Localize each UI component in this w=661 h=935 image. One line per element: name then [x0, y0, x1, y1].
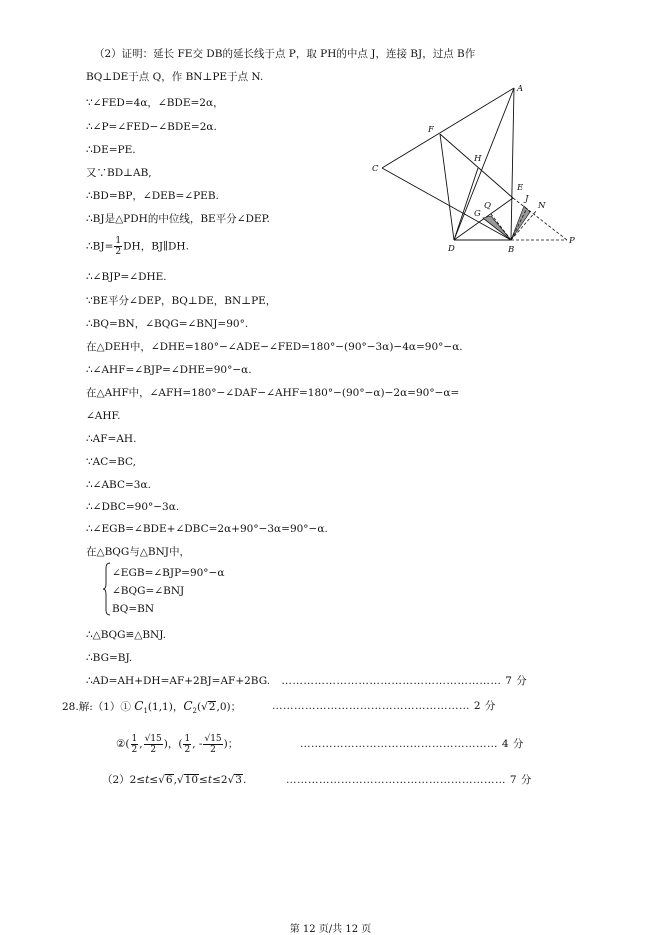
- c2-label: C: [183, 699, 193, 713]
- p2-minus: , -: [192, 738, 203, 750]
- p3-mid2: ,: [173, 774, 177, 786]
- label-N: N: [538, 201, 546, 211]
- score-2: ……………………………………………… 2 分: [272, 700, 496, 712]
- frac-d: [203, 734, 222, 755]
- label-E: E: [517, 183, 524, 193]
- proof-line-3: ∵∠FED=4α，∠BDE=2α，: [86, 97, 224, 109]
- proof-line-1: （2）证明：延长 FE交 DB的延长线于点 P，取 PH的中点 J，连接 BJ，过点 B作: [94, 48, 476, 60]
- system-eq-3: BQ=BN: [112, 603, 155, 615]
- label-D: D: [448, 244, 455, 254]
- proof-line-24: ∴BG=BJ.: [86, 652, 133, 664]
- p3-mid4: ≤2: [212, 774, 228, 786]
- system-eq-2: ∠BQG=∠BNJ: [112, 585, 185, 597]
- proof-line-18: ∵AC=BC,: [86, 456, 137, 468]
- score-7b: …………………………………………………… 7 分: [286, 774, 532, 786]
- half-lead: ∴BJ=: [86, 240, 114, 253]
- p3-sqrt6: 6: [165, 774, 173, 786]
- label-J: J: [525, 194, 529, 204]
- conclusion-text: ∴AD=AH+DH=AF+2BJ=AF+2BG.: [86, 675, 271, 687]
- seg-AD: [454, 88, 514, 240]
- frac-c: [183, 734, 191, 755]
- frac-b-num: √15: [144, 733, 162, 744]
- proof-line-8: ∴BJ是△PDH的中位线，BE平分∠DEP.: [86, 213, 270, 225]
- proof-line-15: 在△AHF中，∠AFH=180°−∠DAF−∠AHF=180°−(90°−α)−2α=90°−α=: [86, 387, 460, 399]
- proof-line-23: ∴△BQG≌△BNJ.: [86, 629, 166, 641]
- proof-line-17: ∴AF=AH.: [86, 433, 137, 445]
- label-B: B: [508, 245, 515, 255]
- proof-line-19: ∴∠ABC=3α.: [86, 479, 151, 491]
- proof-line-22: 在△BQG与△BNJ中，: [86, 546, 190, 558]
- frac-a-num: 1: [131, 733, 138, 744]
- half-denominator: 2: [115, 247, 122, 257]
- c2-pre: (: [196, 701, 202, 713]
- seg-AB: [511, 88, 514, 240]
- proof-line-4: ∴∠P=∠FED−∠BDE=2α.: [86, 121, 217, 133]
- label-H: H: [474, 154, 482, 164]
- p3-end: .: [242, 774, 247, 786]
- proof-line-20: ∴∠DBC=90°−3α.: [86, 501, 180, 513]
- frac-d-den: 2: [210, 744, 216, 755]
- frac-a-den: 2: [131, 744, 138, 755]
- frac-d-num: √15: [204, 733, 222, 744]
- proof-line-14: ∴∠AHF=∠BJP=∠DHE=90°−α.: [86, 364, 252, 376]
- proof-line-21: ∴∠EGB=∠BDE+∠DBC=2α+90°−3α=90°−α.: [86, 523, 328, 535]
- proof-line-12: ∴BQ=BN，∠BQG=∠BNJ=90°.: [86, 318, 249, 330]
- p3-t1: t: [145, 774, 150, 786]
- c2-post: ,0)；: [216, 701, 242, 713]
- p2-mid: )，(: [163, 738, 183, 750]
- p3-mid1: ≤: [149, 774, 159, 786]
- p2-tail: )；: [223, 738, 239, 750]
- proof-line-10: ∴∠BJP=∠DHE.: [86, 271, 167, 283]
- proof-line-13: 在△DEH中，∠DHE=180°−∠ADE−∠FED=180°−(90°−3α)−4α=90°−α.: [86, 341, 463, 353]
- proof-line-2: BQ⊥DE于点 Q，作 BN⊥PE于点 N.: [86, 71, 264, 83]
- label-A: A: [517, 84, 524, 94]
- proof-line-5: ∴DE=PE.: [86, 144, 136, 156]
- q28-part3: （2）2≤t≤√6,√10≤t≤2√3.: [102, 774, 247, 786]
- frac-a: [131, 734, 139, 755]
- seg-DH: [454, 168, 478, 240]
- seg-FE: [440, 134, 513, 198]
- q28-part2: [116, 730, 238, 758]
- seg-AC: [382, 88, 514, 168]
- proof-line-9: [86, 236, 189, 257]
- proof-line-11: ∵BE平分∠DEP，BQ⊥DE，BN⊥PE，: [86, 295, 277, 307]
- q28-part1: 28.解:（1）① $C_1(1,1)$，$C_2(√2,0)$；: [62, 699, 242, 716]
- system-eq-1: ∠EGB=∠BJP=90°−α: [112, 567, 225, 579]
- c1-coord: (1,1): [147, 701, 173, 713]
- half-tail: DH，BJ∥DH.: [123, 240, 189, 253]
- q28-head: 28.解:（1）①: [62, 701, 131, 713]
- system-brace: [103, 562, 111, 616]
- seg-FD: [440, 134, 454, 240]
- frac-b: [144, 734, 163, 755]
- p2-comma: ,: [139, 738, 143, 750]
- label-P: P: [569, 236, 575, 246]
- p3-t2: t: [207, 774, 213, 786]
- shaded-BQG: [483, 216, 511, 240]
- frac-c-num: 1: [184, 733, 191, 744]
- label-Q: Q: [484, 201, 491, 211]
- half-fraction: [114, 236, 122, 257]
- proof-line-25: [86, 674, 527, 688]
- proof-line-6: 又∵BD⊥AB,: [86, 167, 152, 179]
- proof-line-16: ∠AHF.: [86, 410, 121, 422]
- geometry-figure: [368, 80, 600, 258]
- p2-head: ②(: [116, 738, 130, 750]
- score-4: ……………………………………………… 4 分: [300, 738, 524, 750]
- p3-sqrt10: 10: [184, 774, 199, 786]
- label-F: F: [428, 125, 434, 135]
- frac-c-den: 2: [184, 744, 191, 755]
- c1-label: C: [134, 699, 144, 713]
- c1-sub: 1: [143, 707, 148, 716]
- proof-line-7: ∴BD=BP，∠DEB=∠PEB.: [86, 190, 219, 202]
- sep: ，: [172, 701, 184, 713]
- page-footer: 第 12 页/共 12 页: [289, 924, 372, 935]
- c2-sub: 2: [192, 707, 197, 716]
- frac-b-den: 2: [150, 744, 157, 755]
- p3-mid3: ≤: [199, 774, 208, 786]
- p3-head: （2）2≤: [102, 774, 146, 786]
- p3-sqrt3: 3: [235, 774, 242, 786]
- c2-sqrt: 2: [208, 701, 216, 713]
- score-7: …………………………………………………… 7 分: [281, 675, 528, 687]
- half-numerator: 1: [115, 236, 122, 246]
- label-C: C: [372, 164, 379, 174]
- label-G: G: [474, 209, 481, 219]
